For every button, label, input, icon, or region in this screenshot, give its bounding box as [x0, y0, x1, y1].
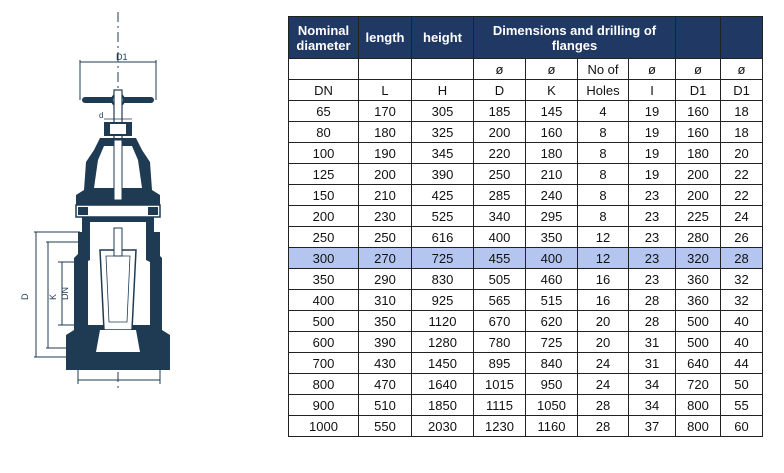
table-cell: 510: [359, 395, 412, 416]
table-cell: 430: [359, 353, 412, 374]
table-cell: 640: [676, 353, 721, 374]
table-cell: 1450: [412, 353, 474, 374]
table-cell: 12: [578, 248, 629, 269]
table-cell: 23: [629, 206, 676, 227]
table-cell: 250: [359, 227, 412, 248]
table-cell: 20: [578, 311, 629, 332]
table-cell: 50: [721, 374, 763, 395]
table-cell: 620: [526, 311, 578, 332]
table-cell: 220: [474, 143, 526, 164]
table-cell: 425: [412, 185, 474, 206]
table-cell: 616: [412, 227, 474, 248]
table-cell: 22: [721, 164, 763, 185]
table-cell: 34: [629, 395, 676, 416]
table-cell: 23: [629, 185, 676, 206]
table-cell: 40: [721, 311, 763, 332]
table-cell: 22: [721, 185, 763, 206]
table-cell: 55: [721, 395, 763, 416]
table-cell: 390: [412, 164, 474, 185]
table-cell: 1850: [412, 395, 474, 416]
table-cell: 18: [721, 101, 763, 122]
table-cell: 125: [289, 164, 359, 185]
table-cell: D: [474, 80, 526, 101]
table-cell: 340: [474, 206, 526, 227]
table-cell: 32: [721, 290, 763, 311]
table-cell: 600: [289, 332, 359, 353]
table-row: [289, 311, 763, 332]
table-cell: 830: [412, 269, 474, 290]
table-cell: 8: [578, 206, 629, 227]
table-cell: 23: [629, 248, 676, 269]
table-cell: 350: [359, 311, 412, 332]
table-cell: 500: [676, 311, 721, 332]
table-row: [289, 416, 763, 437]
table-cell: 150: [289, 185, 359, 206]
table-cell: 290: [359, 269, 412, 290]
table-cell: 455: [474, 248, 526, 269]
table-cell: 840: [526, 353, 578, 374]
header-height: height: [412, 17, 474, 59]
table-cell: 285: [474, 185, 526, 206]
table-cell: 400: [526, 248, 578, 269]
table-cell: 23: [629, 269, 676, 290]
dim-label-D: D: [20, 293, 30, 300]
table-cell: 500: [676, 332, 721, 353]
table-cell: 37: [629, 416, 676, 437]
table-cell: 800: [289, 374, 359, 395]
table-cell: 1160: [526, 416, 578, 437]
table-row: [289, 122, 763, 143]
table-cell: 400: [474, 227, 526, 248]
table-cell: 200: [474, 122, 526, 143]
table-cell: 350: [289, 269, 359, 290]
table-cell: 34: [629, 374, 676, 395]
valve-dimension-table: [288, 16, 763, 437]
table-row: [289, 332, 763, 353]
table-cell: 8: [578, 122, 629, 143]
gate-valve-drawing: [0, 0, 250, 473]
table-cell: 200: [289, 206, 359, 227]
table-cell: 295: [526, 206, 578, 227]
table-cell: 28: [578, 395, 629, 416]
table-cell: 200: [676, 185, 721, 206]
table-cell: [412, 59, 474, 80]
table-cell: 180: [359, 122, 412, 143]
table-cell: 160: [676, 122, 721, 143]
table-cell: 8: [578, 143, 629, 164]
table-cell: 270: [359, 248, 412, 269]
table-cell: 20: [578, 332, 629, 353]
table-cell: 250: [289, 227, 359, 248]
table-row: [289, 227, 763, 248]
table-cell: 24: [578, 374, 629, 395]
table-row: [289, 248, 763, 269]
table-cell: 725: [412, 248, 474, 269]
table-cell: 525: [412, 206, 474, 227]
dim-label-d: d: [99, 111, 104, 120]
table-cell: 400: [289, 290, 359, 311]
table-cell: 505: [474, 269, 526, 290]
table-cell: 1280: [412, 332, 474, 353]
table-cell: 350: [526, 227, 578, 248]
table-cell: 28: [578, 416, 629, 437]
table-cell: 18: [721, 122, 763, 143]
table-cell: 40: [721, 332, 763, 353]
table-cell: 345: [412, 143, 474, 164]
table-cell: 460: [526, 269, 578, 290]
table-cell: 8: [578, 164, 629, 185]
table-cell: 800: [676, 395, 721, 416]
table-cell: 780: [474, 332, 526, 353]
table-cell: 565: [474, 290, 526, 311]
right-flange: [150, 232, 160, 357]
table-cell: ø: [474, 59, 526, 80]
table-cell: 800: [676, 416, 721, 437]
table-cell: H: [412, 80, 474, 101]
header-length: length: [359, 17, 412, 59]
table-header-row: [289, 17, 763, 59]
table-cell: I: [629, 80, 676, 101]
table-cell: 225: [676, 206, 721, 227]
table-cell: 23: [629, 227, 676, 248]
table-cell: 320: [676, 248, 721, 269]
table-cell: 360: [676, 290, 721, 311]
table-cell: 670: [474, 311, 526, 332]
symbol-row: [289, 59, 763, 80]
table-cell: ø: [526, 59, 578, 80]
table-cell: 390: [359, 332, 412, 353]
table-cell: 4: [578, 101, 629, 122]
table-cell: 24: [578, 353, 629, 374]
table-cell: 19: [629, 143, 676, 164]
table-cell: 210: [359, 185, 412, 206]
table-cell: 1000: [289, 416, 359, 437]
table-cell: ø: [676, 59, 721, 80]
table-cell: 190: [359, 143, 412, 164]
table-cell: 240: [526, 185, 578, 206]
table-cell: K: [526, 80, 578, 101]
table-cell: 20: [721, 143, 763, 164]
header-flange-dimensions: Dimensions and drilling of flanges: [474, 17, 676, 59]
table-cell: 180: [526, 143, 578, 164]
table-cell: 28: [629, 311, 676, 332]
dim-label-dn: DN: [60, 287, 70, 300]
table-row: [289, 101, 763, 122]
table-cell: 200: [359, 164, 412, 185]
table-cell: 26: [721, 227, 763, 248]
table-cell: 300: [289, 248, 359, 269]
table-cell: 725: [526, 332, 578, 353]
table-cell: 16: [578, 290, 629, 311]
table-cell: 19: [629, 164, 676, 185]
table-cell: 1050: [526, 395, 578, 416]
table-cell: 80: [289, 122, 359, 143]
table-cell: 170: [359, 101, 412, 122]
table-cell: 250: [474, 164, 526, 185]
dim-label-k: K: [48, 293, 58, 300]
table-cell: Holes: [578, 80, 629, 101]
table-cell: L: [359, 80, 412, 101]
table-cell: 470: [359, 374, 412, 395]
table-row: [289, 290, 763, 311]
left-flange: [78, 232, 88, 357]
header-blank-1: [676, 17, 721, 59]
table-cell: 1120: [412, 311, 474, 332]
unit-code-row: [289, 80, 763, 101]
table-cell: 900: [289, 395, 359, 416]
table-cell: 230: [359, 206, 412, 227]
table-cell: No of: [578, 59, 629, 80]
table-cell: 310: [359, 290, 412, 311]
table-cell: 160: [526, 122, 578, 143]
table-cell: 2030: [412, 416, 474, 437]
table-cell: 24: [721, 206, 763, 227]
table-cell: 500: [289, 311, 359, 332]
table-cell: 550: [359, 416, 412, 437]
table-cell: DN: [289, 80, 359, 101]
table-cell: 60: [721, 416, 763, 437]
table-cell: ø: [721, 59, 763, 80]
table-cell: 305: [412, 101, 474, 122]
table-cell: 700: [289, 353, 359, 374]
table-row: [289, 206, 763, 227]
table-cell: 325: [412, 122, 474, 143]
table-cell: 145: [526, 101, 578, 122]
table-cell: 1230: [474, 416, 526, 437]
table-cell: 44: [721, 353, 763, 374]
table-cell: ø: [629, 59, 676, 80]
table-cell: 31: [629, 332, 676, 353]
table-cell: 515: [526, 290, 578, 311]
table-cell: 16: [578, 269, 629, 290]
table-row: [289, 374, 763, 395]
table-cell: 280: [676, 227, 721, 248]
table-cell: 720: [676, 374, 721, 395]
table-cell: D1: [721, 80, 763, 101]
table-cell: 19: [629, 101, 676, 122]
table-cell: 950: [526, 374, 578, 395]
table-cell: 1640: [412, 374, 474, 395]
table-cell: 1115: [474, 395, 526, 416]
table-cell: 210: [526, 164, 578, 185]
table-cell: 925: [412, 290, 474, 311]
table-row: [289, 395, 763, 416]
table-cell: 28: [721, 248, 763, 269]
table-cell: 895: [474, 353, 526, 374]
table-cell: 65: [289, 101, 359, 122]
table-cell: 8: [578, 185, 629, 206]
table-row: [289, 269, 763, 290]
header-blank-2: [721, 17, 763, 59]
table-cell: 100: [289, 143, 359, 164]
table-cell: 32: [721, 269, 763, 290]
table-cell: D1: [676, 80, 721, 101]
dim-label-d1: D1: [116, 52, 128, 62]
table-cell: 185: [474, 101, 526, 122]
table-cell: 31: [629, 353, 676, 374]
table-cell: [359, 59, 412, 80]
table-row: [289, 143, 763, 164]
table-cell: 160: [676, 101, 721, 122]
table-cell: 200: [676, 164, 721, 185]
table-cell: 12: [578, 227, 629, 248]
table-cell: [289, 59, 359, 80]
table-row: [289, 353, 763, 374]
table-row: [289, 164, 763, 185]
table-cell: 1015: [474, 374, 526, 395]
table-cell: 19: [629, 122, 676, 143]
header-nominal-diameter: Nominal diameter: [289, 17, 359, 59]
table-cell: 360: [676, 269, 721, 290]
table-cell: 180: [676, 143, 721, 164]
table-cell: 28: [629, 290, 676, 311]
table-row: [289, 185, 763, 206]
